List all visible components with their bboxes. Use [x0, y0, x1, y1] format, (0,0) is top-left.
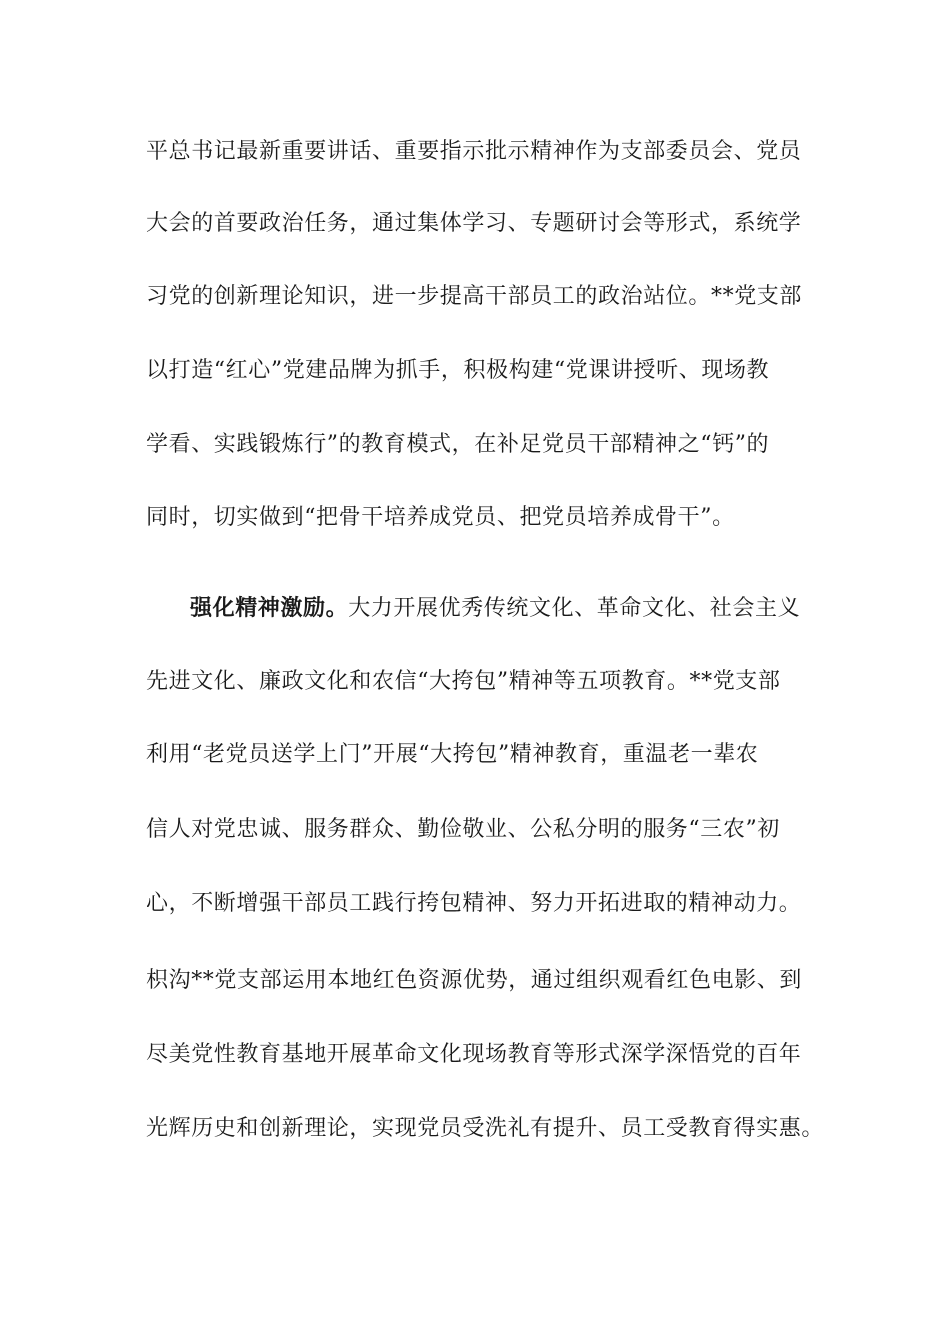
paragraph-line: 信人对党忠诚、服务群众、勤俭敬业、公私分明的服务“三农”初 — [146, 817, 780, 842]
paragraph-line: 枳沟**党支部运用本地红色资源优势，通过组织观看红色电影、到 — [146, 968, 803, 993]
paragraph-line: 利用“老党员送学上门”开展“大挎包”精神教育，重温老一辈农 — [146, 742, 759, 767]
paragraph-line: 习党的创新理论知识，进一步提高干部员工的政治站位。**党支部 — [146, 284, 803, 309]
paragraph-line: 大会的首要政治任务，通过集体学习、专题研讨会等形式，系统学 — [146, 211, 802, 236]
paragraph-line: 以打造“红心”党建品牌为抓手，积极构建“党课讲授听、现场教 — [146, 358, 770, 383]
paragraph-line: 尽美党性教育基地开展革命文化现场教育等形式深学深悟党的百年 — [146, 1042, 802, 1067]
paragraph-line: 平总书记最新重要讲话、重要指示批示精神作为支部委员会、党员 — [146, 139, 802, 164]
paragraph-line: 先进文化、廉政文化和农信“大挎包”精神等五项教育。**党支部 — [146, 669, 781, 694]
paragraph-heading: 强化精神激励。 — [190, 595, 349, 621]
paragraph-line: 心，不断增强干部员工践行挎包精神、努力开拓进取的精神动力。 — [146, 891, 802, 916]
paragraph-first-line — [190, 588, 870, 628]
paragraph-line: 光辉历史和创新理论，实现党员受洗礼有提升、员工受教育得实惠。 — [146, 1116, 825, 1141]
paragraph-line: 学看、实践锻炼行”的教育模式，在补足党员干部精神之“钙”的 — [146, 432, 770, 457]
paragraph-text: 大力开展优秀传统文化、革命文化、社会主义 — [348, 596, 801, 621]
paragraph-line: 同时，切实做到“把骨干培养成党员、把党员培养成骨干”。 — [146, 505, 735, 530]
